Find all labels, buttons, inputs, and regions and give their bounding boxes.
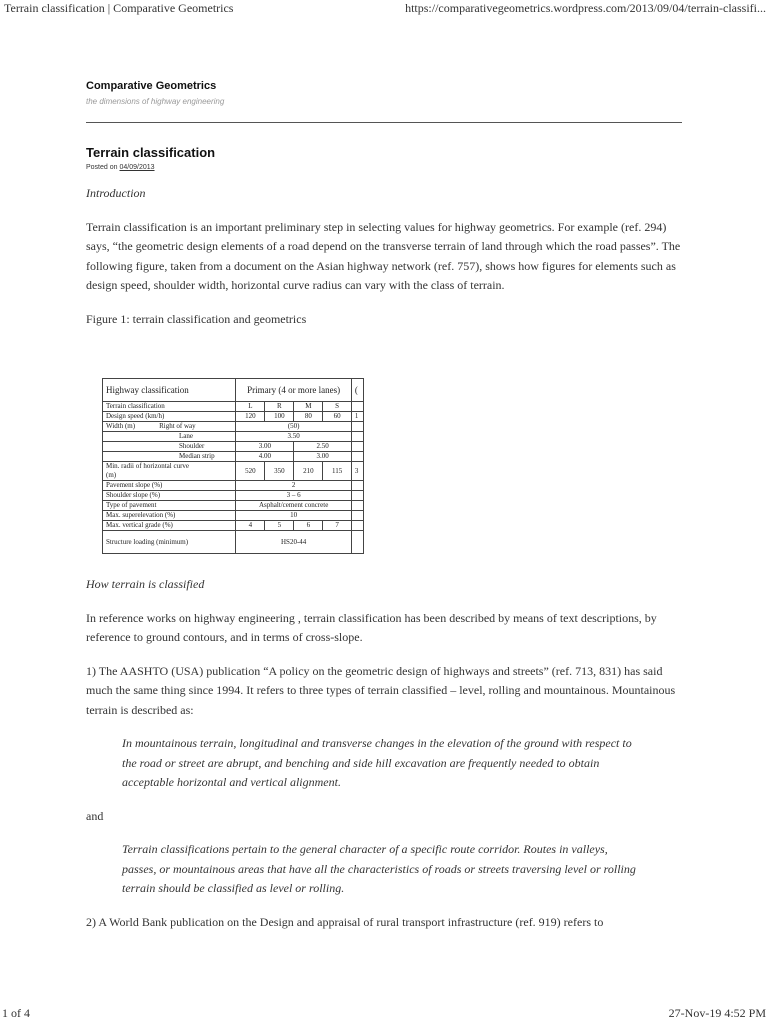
page-count: 1 of 4 [2,1006,30,1020]
width-label: Width (m) [106,422,136,430]
pavement-type-label: Type of pavement [103,501,236,511]
table-header-classification: Highway classification [103,379,236,402]
and-text: and [86,808,104,823]
radii-value: 350 [265,462,294,481]
structure-label: Structure loading (minimum) [103,531,236,554]
grade-value: 7 [323,521,352,531]
cut-cell [351,452,363,462]
speed-label: Design speed (km/h) [103,412,236,422]
posted-on [86,164,155,171]
cut-cell [351,402,363,412]
speed-value: 1 [351,412,363,422]
radii-label-line2: (m) [106,471,117,479]
radii-value: 520 [236,462,265,481]
lane-value: 3.50 [236,432,351,442]
cut-cell [351,481,363,491]
posted-prefix: Posted on [86,164,118,171]
print-timestamp: 27-Nov-19 4:52 PM [668,1006,766,1020]
cut-cell [351,521,363,531]
table-header-cut: ( [351,379,363,402]
pavement-type-value: Asphalt/cement concrete [236,501,351,511]
shoulder-value: 2.50 [294,442,352,452]
grade-value: 5 [265,521,294,531]
worldbank-paragraph: 2) A World Bank publication on the Design and appraisal of rural transport infrastructure (ref. 919) refers to [86,914,604,929]
terrain-col: S [323,402,352,412]
shoulder-slope-label: Shoulder slope (%) [103,491,236,501]
median-value: 4.00 [236,452,294,462]
cut-cell [351,442,363,452]
pavement-slope-label: Pavement slope (%) [103,481,236,491]
shoulder-value: 3.00 [236,442,294,452]
cut-cell [351,531,363,554]
grade-value: 6 [294,521,323,531]
pavement-slope-value: 2 [236,481,351,491]
radii-label [103,462,236,481]
intro-heading: Introduction [86,186,146,200]
how-heading: How terrain is classified [86,577,205,591]
blockquote-2: Terrain classifications pertain to the general character of a specific route corridor. Routes in valleys, passes, or mountainous areas that have all the characteristics of roads or streets traversing level or rolling terrain should be classified as level or rolling. [122,842,636,895]
structure-value: HS20-44 [236,531,351,554]
width-row [103,422,236,432]
figure-caption: Figure 1: terrain classification and geometrics [86,311,307,326]
blockquote-1: In mountainous terrain, longitudinal and transverse changes in the elevation of the ground with respect to the road or street are abrupt, and benching and side hill excavation are frequently needed to obtain acceptable horizontal and vertical alignment. [122,736,632,789]
header-divider [86,122,682,123]
post-title: Terrain classification [86,145,216,160]
print-header [0,0,768,18]
median-value: 3.00 [294,452,352,462]
shoulder-label: Shoulder [103,442,236,452]
terrain-label: Terrain classification [103,402,236,412]
print-footer [0,1004,768,1024]
site-title-link[interactable]: Comparative Geometrics [86,80,217,92]
grade-label: Max. vertical grade (%) [103,521,236,531]
print-url: https://comparativegeometrics.wordpress.com/2013/09/04/terrain-classifi... [405,1,766,15]
terrain-col: M [294,402,323,412]
lane-label: Lane [103,432,236,442]
cut-cell [351,511,363,521]
radii-value: 3 [351,462,363,481]
table-header-primary: Primary (4 or more lanes) [236,379,351,402]
speed-value: 60 [323,412,352,422]
speed-value: 100 [265,412,294,422]
radii-value: 115 [323,462,352,481]
superelevation-label: Max. superelevation (%) [103,511,236,521]
site-tagline: the dimensions of highway engineering [86,97,225,106]
terrain-col: R [265,402,294,412]
median-label: Median strip [103,452,236,462]
superelevation-value: 10 [236,511,351,521]
radii-value: 210 [294,462,323,481]
intro-paragraph: Terrain classification is an important preliminary step in selecting values for highway geometrics. For example (ref. 294) says, “the geometric design elements of a road depend on the transverse terrain of land through which the road passes”. The following figure, taken from a document on the Asian highway network (ref. 757), shows how figures for elements such as design speed, shoulder width, horizontal curve radius can vary with the class of terrain. [86,219,681,292]
cut-cell [351,491,363,501]
terrain-table [102,378,364,554]
speed-value: 120 [236,412,265,422]
aashto-paragraph: 1) The AASHTO (USA) publication “A policy on the geometric design of highways and streets” (ref. 713, 831) has said much the same thing since 1994. It refers to three types of terrain classified – level, rolling and mountainous. Mountainous terrain is described as: [86,663,676,717]
terrain-col: L [236,402,265,412]
cut-cell [351,422,363,432]
grade-value: 4 [236,521,265,531]
how-paragraph: In reference works on highway engineering , terrain classification has been described by means of text descriptions, by reference to ground contours, and in terms of cross-slope. [86,610,657,644]
right-of-way-label: Right of way [159,422,196,430]
speed-value: 80 [294,412,323,422]
posted-date-link[interactable]: 04/09/2013 [119,164,155,171]
print-page-title: Terrain classification | Comparative Geometrics [4,1,234,15]
cut-cell [351,501,363,511]
right-of-way-value: (50) [236,422,351,432]
shoulder-slope-value: 3 – 6 [236,491,351,501]
cut-cell [351,432,363,442]
radii-label-line1: Min. radii of horizontal curve [106,462,190,470]
figure-image-table [102,378,359,574]
